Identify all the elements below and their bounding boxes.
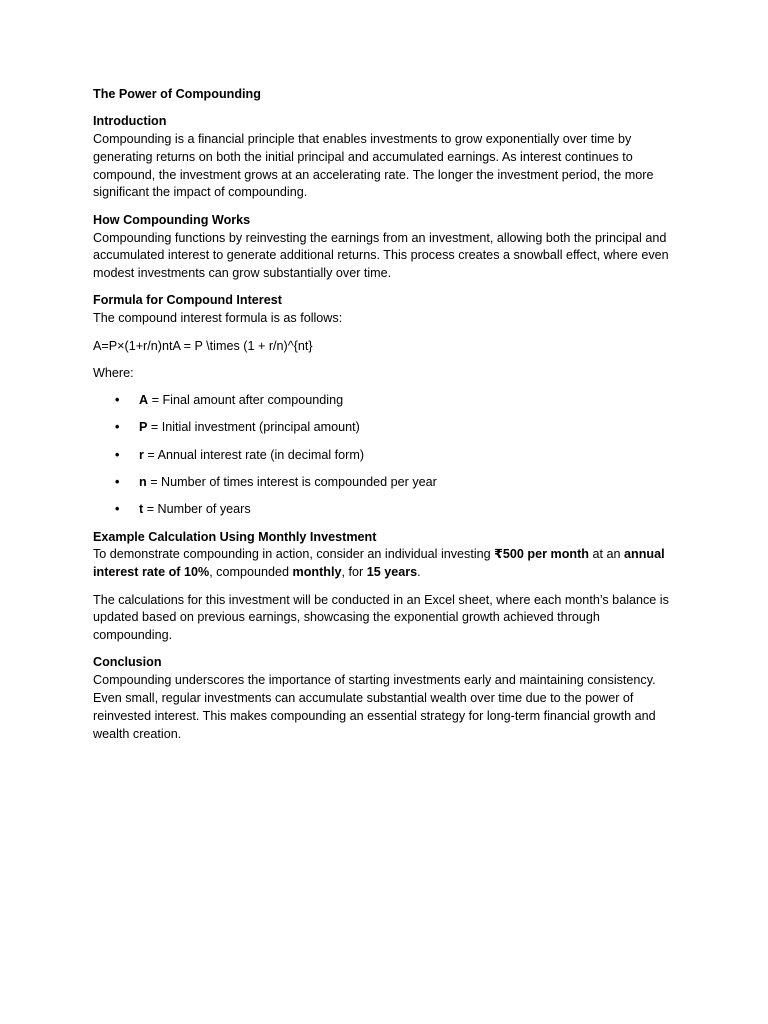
section-how-compounding-works	[93, 212, 678, 283]
example-frequency: monthly	[292, 565, 342, 580]
list-item	[93, 474, 678, 492]
paragraph-conclusion: Compounding underscores the importance of starting investments early and maintaining consistency. Even small, regular investments can accumulate substantial wealth over time due to the power of reinvested interest. This makes compounding an essential strategy for long-term financial growth and wealth creation.	[93, 673, 656, 741]
paragraph-introduction: Compounding is a financial principle that enables investments to grow exponentially over time by generating returns on both the initial principal and accumulated earnings. As interest continues to compound, the investment grows at an accelerating rate. The longer the investment period, the more significant the impact of compounding.	[93, 132, 654, 200]
heading-example-calculation: Example Calculation Using Monthly Investment	[93, 529, 377, 544]
list-item	[93, 447, 678, 465]
bullet-icon: •	[115, 475, 120, 490]
list-item	[93, 419, 678, 437]
heading-conclusion: Conclusion	[93, 655, 162, 670]
variable-description: = Final amount after compounding	[148, 393, 344, 408]
variable-description: = Annual interest rate (in decimal form)	[143, 447, 365, 462]
variable-term: n	[139, 475, 147, 490]
example-text: at an	[589, 547, 625, 562]
variable-term: P	[139, 420, 148, 435]
variable-term: A	[139, 393, 149, 408]
heading-how-compounding-works: How Compounding Works	[93, 212, 251, 227]
paragraph-formula-intro: The compound interest formula is as follows:	[93, 311, 343, 326]
paragraph-how-compounding-works: Compounding functions by reinvesting the earnings from an investment, allowing both the principal and accumulated interest to generate additional returns. This process creates a snowball effect, where even modest investments can grow substantially over time.	[93, 230, 669, 281]
paragraph-example-scenario	[93, 546, 678, 582]
variable-description: = Initial investment (principal amount)	[147, 420, 360, 435]
formula-expression: A=P×(1+r/n)ntA = P \times (1 + r/n)^{nt}	[93, 338, 313, 353]
bullet-icon: •	[115, 393, 120, 408]
where-label: Where:	[93, 365, 134, 380]
example-text: , for	[341, 565, 367, 580]
document-body	[93, 86, 678, 753]
example-interest-rate: annual interest rate of 10%	[93, 547, 665, 580]
variable-term: t	[139, 502, 144, 517]
example-text: To demonstrate compounding in action, consider an individual investing	[93, 547, 495, 562]
example-monthly-amount: ₹500 per month	[494, 547, 589, 562]
paragraph-example-excel: The calculations for this investment will be conducted in an Excel sheet, where each month’s balance is updated based on previous earnings, showcasing the exponential growth achieved through compounding.	[93, 592, 669, 643]
example-text: , compounded	[209, 565, 293, 580]
section-conclusion	[93, 654, 678, 743]
bullet-icon: •	[115, 420, 120, 435]
document-title: The Power of Compounding	[93, 87, 261, 101]
variable-definitions-list	[93, 392, 678, 519]
example-duration: 15 years	[366, 565, 418, 580]
section-example-calculation	[93, 529, 678, 645]
list-item	[93, 392, 678, 410]
list-item	[93, 501, 678, 519]
variable-term: r	[139, 447, 144, 462]
variable-description: = Number of times interest is compounded per year	[146, 475, 437, 490]
bullet-icon: •	[115, 447, 120, 462]
bullet-icon: •	[115, 502, 120, 517]
example-text: .	[417, 565, 421, 580]
heading-introduction: Introduction	[93, 114, 167, 129]
section-formula	[93, 292, 678, 519]
section-introduction	[93, 113, 678, 202]
variable-description: = Number of years	[143, 502, 251, 517]
heading-formula: Formula for Compound Interest	[93, 293, 282, 308]
